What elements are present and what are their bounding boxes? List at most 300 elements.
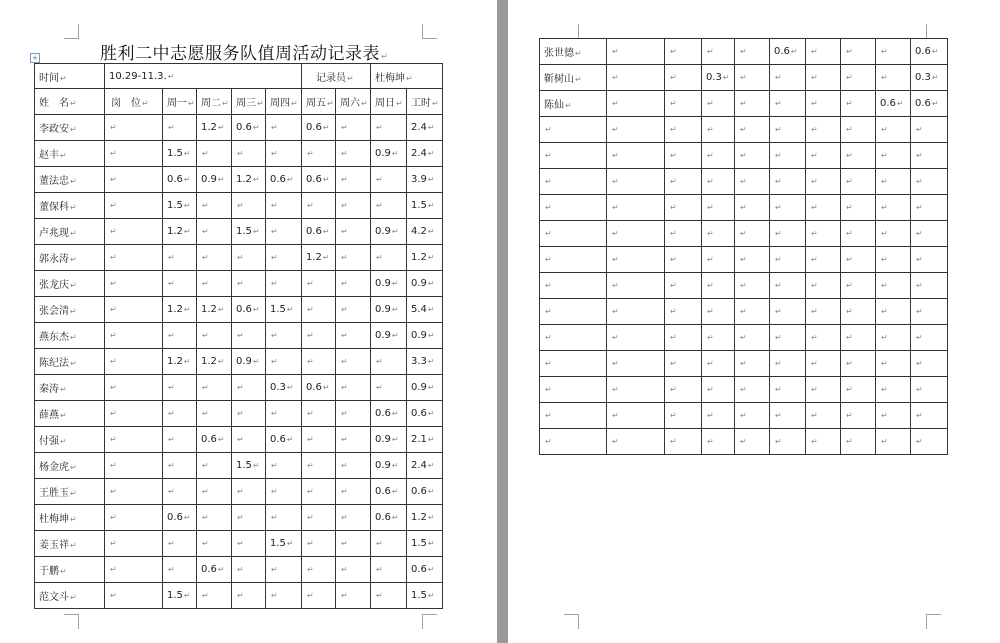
- name-cell[interactable]: [35, 349, 105, 375]
- table-cell[interactable]: [232, 115, 266, 141]
- name-cell[interactable]: [540, 117, 607, 143]
- table-cell[interactable]: [163, 505, 197, 531]
- table-cell[interactable]: [232, 375, 266, 401]
- table-cell[interactable]: [105, 427, 163, 453]
- table-cell[interactable]: [266, 141, 302, 167]
- table-cell[interactable]: [105, 141, 163, 167]
- table-cell[interactable]: [266, 245, 302, 271]
- table-cell[interactable]: [197, 245, 232, 271]
- table-cell[interactable]: [665, 299, 702, 325]
- column-header[interactable]: [105, 89, 163, 115]
- table-cell[interactable]: [232, 323, 266, 349]
- name-cell[interactable]: [35, 219, 105, 245]
- table-cell[interactable]: [876, 351, 911, 377]
- table-cell[interactable]: [770, 117, 806, 143]
- table-cell[interactable]: [607, 221, 665, 247]
- name-cell[interactable]: [35, 375, 105, 401]
- table-cell[interactable]: [371, 505, 407, 531]
- name-cell[interactable]: [540, 39, 607, 65]
- hours-cell[interactable]: [911, 299, 948, 325]
- table-cell[interactable]: [105, 193, 163, 219]
- table-cell[interactable]: [163, 453, 197, 479]
- name-cell[interactable]: [540, 195, 607, 221]
- table-cell[interactable]: [163, 115, 197, 141]
- table-cell[interactable]: [197, 141, 232, 167]
- name-cell[interactable]: [540, 429, 607, 455]
- name-cell[interactable]: [540, 169, 607, 195]
- table-move-handle-icon[interactable]: +: [30, 53, 40, 63]
- table-cell[interactable]: [841, 351, 876, 377]
- name-cell[interactable]: [35, 193, 105, 219]
- table-cell[interactable]: [163, 479, 197, 505]
- table-cell[interactable]: [841, 117, 876, 143]
- table-cell[interactable]: [735, 91, 770, 117]
- name-cell[interactable]: [35, 557, 105, 583]
- table-cell[interactable]: [336, 427, 371, 453]
- table-cell[interactable]: [105, 167, 163, 193]
- table-cell[interactable]: [105, 375, 163, 401]
- table-cell[interactable]: [336, 271, 371, 297]
- table-cell[interactable]: [841, 39, 876, 65]
- table-cell[interactable]: [841, 299, 876, 325]
- name-cell[interactable]: [35, 453, 105, 479]
- table-cell[interactable]: [876, 195, 911, 221]
- table-cell[interactable]: [302, 401, 336, 427]
- name-cell[interactable]: [35, 271, 105, 297]
- table-cell[interactable]: [770, 351, 806, 377]
- table-cell[interactable]: [702, 403, 735, 429]
- table-cell[interactable]: [336, 245, 371, 271]
- table-cell[interactable]: [806, 273, 841, 299]
- table-cell[interactable]: [266, 167, 302, 193]
- column-header[interactable]: [266, 89, 302, 115]
- table-cell[interactable]: [371, 115, 407, 141]
- table-cell[interactable]: [841, 143, 876, 169]
- table-cell[interactable]: [770, 429, 806, 455]
- table-cell[interactable]: [735, 143, 770, 169]
- hours-cell[interactable]: [911, 91, 948, 117]
- table-cell[interactable]: [232, 167, 266, 193]
- table-cell[interactable]: [607, 299, 665, 325]
- table-cell[interactable]: [197, 193, 232, 219]
- table-cell[interactable]: [197, 323, 232, 349]
- table-cell[interactable]: [302, 531, 336, 557]
- table-cell[interactable]: [735, 377, 770, 403]
- table-cell[interactable]: [876, 325, 911, 351]
- table-cell[interactable]: [371, 427, 407, 453]
- name-cell[interactable]: [540, 273, 607, 299]
- table-cell[interactable]: [665, 169, 702, 195]
- hours-cell[interactable]: [911, 325, 948, 351]
- table-cell[interactable]: [197, 453, 232, 479]
- table-cell[interactable]: [876, 221, 911, 247]
- table-cell[interactable]: [702, 91, 735, 117]
- table-cell[interactable]: [607, 429, 665, 455]
- hours-cell[interactable]: [911, 221, 948, 247]
- name-cell[interactable]: [35, 245, 105, 271]
- table-cell[interactable]: [105, 583, 163, 609]
- hours-cell[interactable]: [911, 169, 948, 195]
- table-cell[interactable]: [197, 583, 232, 609]
- table-cell[interactable]: [266, 375, 302, 401]
- name-cell[interactable]: [540, 221, 607, 247]
- name-cell[interactable]: [35, 167, 105, 193]
- name-cell[interactable]: [35, 583, 105, 609]
- hours-cell[interactable]: [911, 39, 948, 65]
- table-cell[interactable]: [735, 351, 770, 377]
- table-cell[interactable]: [371, 375, 407, 401]
- table-cell[interactable]: [371, 349, 407, 375]
- name-cell[interactable]: [540, 351, 607, 377]
- table-cell[interactable]: [336, 453, 371, 479]
- table-cell[interactable]: [770, 91, 806, 117]
- table-cell[interactable]: [232, 349, 266, 375]
- table-cell[interactable]: [735, 429, 770, 455]
- table-cell[interactable]: [735, 169, 770, 195]
- table-cell[interactable]: [371, 557, 407, 583]
- table-cell[interactable]: [876, 273, 911, 299]
- table-cell[interactable]: [105, 531, 163, 557]
- table-cell[interactable]: [266, 219, 302, 245]
- hours-cell[interactable]: [911, 351, 948, 377]
- table-cell[interactable]: [876, 247, 911, 273]
- table-cell[interactable]: [371, 271, 407, 297]
- hours-cell[interactable]: [911, 143, 948, 169]
- table-cell[interactable]: [806, 299, 841, 325]
- table-cell[interactable]: [607, 169, 665, 195]
- table-cell[interactable]: [197, 219, 232, 245]
- table-cell[interactable]: [163, 557, 197, 583]
- table-cell[interactable]: [336, 531, 371, 557]
- table-cell[interactable]: [607, 403, 665, 429]
- table-cell[interactable]: [266, 583, 302, 609]
- table-cell[interactable]: [806, 169, 841, 195]
- table-cell[interactable]: [163, 375, 197, 401]
- hours-cell[interactable]: [911, 273, 948, 299]
- record-table-continued[interactable]: [539, 38, 948, 455]
- table-cell[interactable]: [197, 401, 232, 427]
- name-cell[interactable]: [35, 401, 105, 427]
- table-cell[interactable]: [266, 531, 302, 557]
- table-cell[interactable]: [232, 245, 266, 271]
- table-cell[interactable]: [105, 219, 163, 245]
- table-cell[interactable]: [105, 557, 163, 583]
- table-cell[interactable]: [876, 143, 911, 169]
- table-cell[interactable]: [607, 143, 665, 169]
- table-cell[interactable]: [607, 247, 665, 273]
- table-cell[interactable]: [841, 221, 876, 247]
- table-cell[interactable]: [336, 115, 371, 141]
- table-cell[interactable]: [336, 557, 371, 583]
- table-cell[interactable]: [105, 323, 163, 349]
- table-cell[interactable]: [735, 247, 770, 273]
- table-cell[interactable]: [806, 325, 841, 351]
- hours-cell[interactable]: [407, 453, 443, 479]
- table-cell[interactable]: [302, 323, 336, 349]
- table-cell[interactable]: [702, 351, 735, 377]
- table-cell[interactable]: [302, 141, 336, 167]
- table-cell[interactable]: [770, 39, 806, 65]
- table-cell[interactable]: [336, 583, 371, 609]
- table-cell[interactable]: [735, 299, 770, 325]
- hours-cell[interactable]: [911, 247, 948, 273]
- table-cell[interactable]: [371, 167, 407, 193]
- table-cell[interactable]: [336, 219, 371, 245]
- table-cell[interactable]: [665, 273, 702, 299]
- table-cell[interactable]: [371, 531, 407, 557]
- table-cell[interactable]: [336, 323, 371, 349]
- table-cell[interactable]: [336, 349, 371, 375]
- hours-cell[interactable]: [407, 245, 443, 271]
- table-cell[interactable]: [266, 427, 302, 453]
- hours-cell[interactable]: [911, 117, 948, 143]
- name-cell[interactable]: [540, 143, 607, 169]
- hours-cell[interactable]: [911, 429, 948, 455]
- table-cell[interactable]: [702, 169, 735, 195]
- table-cell[interactable]: [197, 531, 232, 557]
- table-cell[interactable]: [371, 401, 407, 427]
- table-cell[interactable]: [876, 403, 911, 429]
- table-cell[interactable]: [232, 557, 266, 583]
- column-header[interactable]: [302, 89, 336, 115]
- table-cell[interactable]: [770, 273, 806, 299]
- hours-cell[interactable]: [407, 349, 443, 375]
- table-cell[interactable]: [607, 117, 665, 143]
- table-cell[interactable]: [735, 325, 770, 351]
- table-cell[interactable]: [163, 245, 197, 271]
- table-cell[interactable]: [665, 429, 702, 455]
- column-header[interactable]: [197, 89, 232, 115]
- table-cell[interactable]: [806, 117, 841, 143]
- table-cell[interactable]: [163, 349, 197, 375]
- table-cell[interactable]: [876, 117, 911, 143]
- table-cell[interactable]: [105, 505, 163, 531]
- table-cell[interactable]: [806, 377, 841, 403]
- table-cell[interactable]: [197, 115, 232, 141]
- table-cell[interactable]: [336, 297, 371, 323]
- hours-cell[interactable]: [407, 583, 443, 609]
- hours-cell[interactable]: [407, 271, 443, 297]
- table-cell[interactable]: [197, 297, 232, 323]
- name-cell[interactable]: [35, 115, 105, 141]
- table-cell[interactable]: [665, 325, 702, 351]
- name-cell[interactable]: [540, 325, 607, 351]
- name-cell[interactable]: [540, 377, 607, 403]
- table-cell[interactable]: [841, 325, 876, 351]
- table-cell[interactable]: [607, 65, 665, 91]
- table-cell[interactable]: [876, 377, 911, 403]
- table-cell[interactable]: [702, 65, 735, 91]
- table-cell[interactable]: [735, 39, 770, 65]
- table-cell[interactable]: [163, 271, 197, 297]
- table-cell[interactable]: [665, 403, 702, 429]
- table-cell[interactable]: [302, 583, 336, 609]
- hours-cell[interactable]: [407, 115, 443, 141]
- table-cell[interactable]: [336, 193, 371, 219]
- table-cell[interactable]: [735, 273, 770, 299]
- table-cell[interactable]: [876, 169, 911, 195]
- table-cell[interactable]: [607, 325, 665, 351]
- table-cell[interactable]: [163, 323, 197, 349]
- table-cell[interactable]: [806, 221, 841, 247]
- table-cell[interactable]: [232, 297, 266, 323]
- hours-cell[interactable]: [911, 195, 948, 221]
- table-cell[interactable]: [232, 453, 266, 479]
- table-cell[interactable]: [302, 375, 336, 401]
- hours-cell[interactable]: [407, 219, 443, 245]
- table-cell[interactable]: [770, 403, 806, 429]
- time-value-cell[interactable]: [105, 64, 302, 89]
- table-cell[interactable]: [841, 65, 876, 91]
- table-cell[interactable]: [806, 39, 841, 65]
- table-cell[interactable]: [163, 141, 197, 167]
- time-label-cell[interactable]: [35, 64, 105, 89]
- table-cell[interactable]: [371, 583, 407, 609]
- table-cell[interactable]: [336, 401, 371, 427]
- column-header[interactable]: [232, 89, 266, 115]
- table-cell[interactable]: [302, 453, 336, 479]
- recorder-value-cell[interactable]: [371, 64, 443, 89]
- hours-cell[interactable]: [407, 557, 443, 583]
- table-cell[interactable]: [607, 195, 665, 221]
- table-cell[interactable]: [735, 221, 770, 247]
- table-cell[interactable]: [302, 505, 336, 531]
- table-cell[interactable]: [702, 247, 735, 273]
- table-cell[interactable]: [806, 91, 841, 117]
- hours-cell[interactable]: [407, 167, 443, 193]
- table-cell[interactable]: [232, 531, 266, 557]
- table-cell[interactable]: [336, 167, 371, 193]
- table-cell[interactable]: [163, 531, 197, 557]
- column-header[interactable]: [336, 89, 371, 115]
- table-cell[interactable]: [607, 351, 665, 377]
- table-cell[interactable]: [841, 195, 876, 221]
- table-cell[interactable]: [302, 557, 336, 583]
- table-cell[interactable]: [336, 479, 371, 505]
- table-cell[interactable]: [266, 349, 302, 375]
- table-cell[interactable]: [105, 479, 163, 505]
- table-cell[interactable]: [841, 273, 876, 299]
- table-cell[interactable]: [105, 401, 163, 427]
- table-cell[interactable]: [607, 39, 665, 65]
- column-header[interactable]: [407, 89, 443, 115]
- table-cell[interactable]: [266, 115, 302, 141]
- table-cell[interactable]: [163, 583, 197, 609]
- table-cell[interactable]: [806, 65, 841, 91]
- table-cell[interactable]: [702, 299, 735, 325]
- table-cell[interactable]: [876, 429, 911, 455]
- table-cell[interactable]: [197, 427, 232, 453]
- table-cell[interactable]: [232, 141, 266, 167]
- name-cell[interactable]: [35, 531, 105, 557]
- table-cell[interactable]: [702, 117, 735, 143]
- table-cell[interactable]: [876, 299, 911, 325]
- table-cell[interactable]: [302, 219, 336, 245]
- table-cell[interactable]: [266, 479, 302, 505]
- name-cell[interactable]: [540, 299, 607, 325]
- table-cell[interactable]: [702, 221, 735, 247]
- table-cell[interactable]: [232, 193, 266, 219]
- table-cell[interactable]: [665, 143, 702, 169]
- table-cell[interactable]: [302, 167, 336, 193]
- table-cell[interactable]: [371, 297, 407, 323]
- table-cell[interactable]: [197, 167, 232, 193]
- table-cell[interactable]: [770, 143, 806, 169]
- table-cell[interactable]: [197, 375, 232, 401]
- table-cell[interactable]: [105, 271, 163, 297]
- table-cell[interactable]: [197, 557, 232, 583]
- table-cell[interactable]: [702, 195, 735, 221]
- table-cell[interactable]: [607, 91, 665, 117]
- table-cell[interactable]: [197, 505, 232, 531]
- table-cell[interactable]: [336, 141, 371, 167]
- table-cell[interactable]: [105, 115, 163, 141]
- table-cell[interactable]: [371, 193, 407, 219]
- table-cell[interactable]: [665, 195, 702, 221]
- table-cell[interactable]: [770, 325, 806, 351]
- table-cell[interactable]: [302, 115, 336, 141]
- table-cell[interactable]: [770, 65, 806, 91]
- table-cell[interactable]: [665, 39, 702, 65]
- record-table[interactable]: [34, 63, 443, 609]
- table-cell[interactable]: [665, 221, 702, 247]
- table-cell[interactable]: [197, 349, 232, 375]
- table-cell[interactable]: [702, 325, 735, 351]
- table-cell[interactable]: [371, 323, 407, 349]
- table-cell[interactable]: [806, 403, 841, 429]
- table-cell[interactable]: [806, 143, 841, 169]
- table-cell[interactable]: [841, 247, 876, 273]
- table-cell[interactable]: [665, 351, 702, 377]
- table-cell[interactable]: [371, 453, 407, 479]
- document-title[interactable]: 胜利二中志愿服务队值周活动记录表 ↵: [100, 39, 430, 64]
- table-cell[interactable]: [607, 273, 665, 299]
- table-cell[interactable]: [876, 91, 911, 117]
- table-cell[interactable]: [841, 169, 876, 195]
- hours-cell[interactable]: [911, 377, 948, 403]
- table-cell[interactable]: [665, 65, 702, 91]
- name-cell[interactable]: [35, 297, 105, 323]
- table-cell[interactable]: [232, 479, 266, 505]
- table-cell[interactable]: [735, 65, 770, 91]
- table-cell[interactable]: [232, 271, 266, 297]
- table-cell[interactable]: [232, 401, 266, 427]
- name-cell[interactable]: [35, 427, 105, 453]
- table-cell[interactable]: [266, 401, 302, 427]
- column-header[interactable]: [371, 89, 407, 115]
- table-cell[interactable]: [197, 479, 232, 505]
- hours-cell[interactable]: [407, 193, 443, 219]
- table-cell[interactable]: [735, 195, 770, 221]
- table-cell[interactable]: [266, 297, 302, 323]
- table-cell[interactable]: [735, 403, 770, 429]
- table-cell[interactable]: [806, 429, 841, 455]
- name-cell[interactable]: [35, 141, 105, 167]
- table-cell[interactable]: [302, 245, 336, 271]
- hours-cell[interactable]: [407, 375, 443, 401]
- table-cell[interactable]: [770, 195, 806, 221]
- table-cell[interactable]: [770, 221, 806, 247]
- table-cell[interactable]: [266, 271, 302, 297]
- table-cell[interactable]: [105, 245, 163, 271]
- table-cell[interactable]: [232, 505, 266, 531]
- table-cell[interactable]: [266, 193, 302, 219]
- hours-cell[interactable]: [407, 297, 443, 323]
- table-cell[interactable]: [302, 193, 336, 219]
- table-cell[interactable]: [163, 427, 197, 453]
- table-cell[interactable]: [841, 429, 876, 455]
- table-cell[interactable]: [841, 91, 876, 117]
